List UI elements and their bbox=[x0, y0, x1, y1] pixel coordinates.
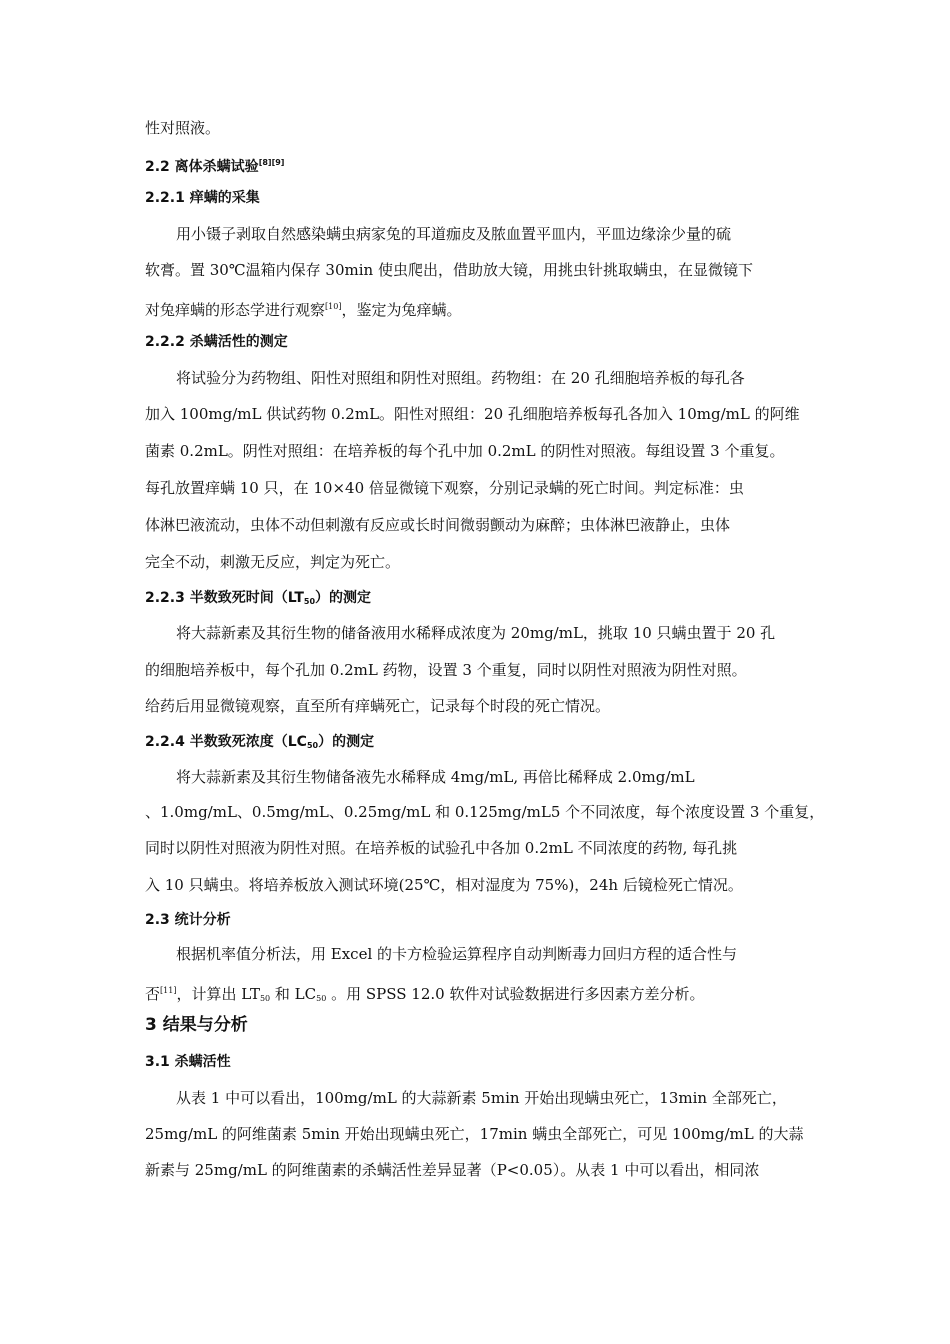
para-line bbox=[145, 260, 753, 280]
subscript: 50 bbox=[259, 994, 271, 1003]
text-run: 和 LC bbox=[270, 985, 317, 1003]
text-run: 将大蒜新素及其衍生物储备液先水稀释成 4mg/mL, 再倍比稀释成 2.0mg/mL bbox=[176, 768, 695, 786]
text-run: 每孔放置痒螨 10 只，在 10×40 倍显微镜下观察，分别记录螨的死亡时间。判定标准：虫 bbox=[145, 479, 744, 497]
para-line bbox=[145, 1124, 803, 1144]
citation-ref: [8][9] bbox=[258, 158, 285, 167]
para-line bbox=[145, 404, 800, 424]
para-line bbox=[145, 297, 461, 320]
para-line bbox=[145, 118, 220, 138]
text-run: 的细胞培养板中，每个孔加 0.2mL 药物，设置 3 个重复，同时以阴性对照液为阴性对照。 bbox=[145, 661, 747, 679]
text-run: 2.2.3 半数致死时间（LT bbox=[145, 590, 304, 606]
subscript: 50 bbox=[316, 994, 327, 1003]
subsection-heading bbox=[145, 732, 374, 756]
text-run: 、1.0mg/mL、0.5mg/mL、0.25mg/mL 和 0.125mg/mL5 个不同浓度，每个浓度设置 3 个重复， bbox=[145, 803, 825, 821]
text-run: 25mg/mL 的阿维菌素 5min 开始出现螨虫死亡，17min 螨虫全部死亡，可见 100mg/mL 的大蒜 bbox=[145, 1125, 804, 1143]
para-line bbox=[145, 981, 704, 1009]
text-run: 加入 100mg/mL 供试药物 0.2mL。阳性对照组：20 孔细胞培养板每孔各加入 10mg/mL 的阿维 bbox=[145, 405, 800, 423]
text-run: ，鉴定为兔痒螨。 bbox=[341, 301, 462, 319]
text-run: 对兔痒螨的形态学进行观察 bbox=[145, 301, 326, 319]
subsection-heading bbox=[145, 188, 260, 208]
para-line bbox=[176, 1088, 787, 1108]
text-run: ）的测定 bbox=[315, 590, 372, 606]
text-run: 菌素 0.2mL。阴性对照组：在培养板的每个孔中加 0.2mL 的阴性对照液。每组设置 3 个重复。 bbox=[145, 442, 785, 460]
text-run: 2.2 离体杀螨试验 bbox=[145, 159, 259, 175]
text-run: 3.1 杀螨活性 bbox=[145, 1054, 231, 1070]
text-run: 将试验分为药物组、阳性对照组和阴性对照组。药物组：在 20 孔细胞培养板的每孔各 bbox=[176, 369, 745, 387]
para-line bbox=[145, 515, 730, 535]
subscript: 50 bbox=[303, 597, 316, 606]
text-run: 2.2.1 痒螨的采集 bbox=[145, 190, 260, 206]
text-run: ）的测定 bbox=[318, 734, 375, 750]
citation-ref: [10] bbox=[325, 302, 342, 311]
para-line bbox=[145, 441, 784, 461]
para-line bbox=[176, 224, 731, 244]
para-line bbox=[145, 552, 400, 572]
para-line bbox=[176, 767, 695, 787]
text-run: ，计算出 LT bbox=[176, 985, 260, 1003]
text-run: 完全不动，刺激无反应，判定为死亡。 bbox=[145, 553, 401, 571]
text-run: 根据机率值分析法，用 Excel 的卡方检验运算程序自动判断毒力回归方程的适合性与 bbox=[176, 945, 738, 963]
para-line bbox=[145, 1160, 759, 1180]
text-run: 性对照液。 bbox=[145, 119, 221, 137]
section-heading bbox=[145, 153, 284, 177]
text-run: 将大蒜新素及其衍生物的储备液用水稀释成浓度为 20mg/mL，挑取 10 只螨虫置于 20 孔 bbox=[176, 624, 776, 642]
text-run: 入 10 只螨虫。将培养板放入测试环境(25℃，相对湿度为 75%)，24h 后镜检死亡情况。 bbox=[145, 876, 743, 894]
section-heading bbox=[145, 1052, 231, 1072]
para-line bbox=[176, 368, 745, 388]
subscript: 50 bbox=[306, 741, 319, 750]
text-run: 新素与 25mg/mL 的阿维菌素的杀螨活性差异显著（P<0.05）。从表 1 中可以看出，相同浓 bbox=[145, 1161, 760, 1179]
para-line bbox=[145, 660, 747, 680]
para-line bbox=[145, 802, 824, 822]
text-run: 否 bbox=[145, 985, 161, 1003]
section-heading bbox=[145, 910, 231, 930]
para-line bbox=[145, 696, 610, 716]
text-run: 从表 1 中可以看出，100mg/mL 的大蒜新素 5min 开始出现螨虫死亡，13min 全部死亡， bbox=[176, 1089, 787, 1107]
para-line bbox=[176, 623, 775, 643]
para-line bbox=[176, 944, 737, 964]
text-run: 2.3 统计分析 bbox=[145, 912, 231, 928]
para-line bbox=[145, 838, 737, 858]
text-run: 给药后用显微镜观察，直至所有痒螨死亡，记录每个时段的死亡情况。 bbox=[145, 697, 611, 715]
text-run: 同时以阴性对照液为阴性对照。在培养板的试验孔中各加 0.2mL 不同浓度的药物, 每孔挑 bbox=[145, 839, 738, 857]
text-run: 。用 SPSS 12.0 软件对试验数据进行多因素方差分析。 bbox=[326, 985, 705, 1003]
para-line bbox=[145, 478, 744, 498]
text-run: 用小镊子剥取自然感染螨虫病家兔的耳道痂皮及脓血置平皿内，平皿边缘涂少量的硫 bbox=[176, 225, 732, 243]
citation-ref: [11] bbox=[160, 986, 177, 995]
text-run: 体淋巴液流动，虫体不动但刺激有反应或长时间微弱颤动为麻醉；虫体淋巴液静止，虫体 bbox=[145, 516, 731, 534]
text-run: 3 结果与分析 bbox=[145, 1015, 248, 1035]
subsection-heading bbox=[145, 332, 288, 352]
text-run: 2.2.4 半数致死浓度（LC bbox=[145, 734, 307, 750]
text-run: 2.2.2 杀螨活性的测定 bbox=[145, 334, 288, 350]
text-run: 软膏。置 30℃温箱内保存 30min 使虫爬出，借助放大镜，用挑虫针挑取螨虫，在显微镜下 bbox=[145, 261, 753, 279]
para-line bbox=[145, 875, 743, 895]
chapter-heading bbox=[145, 1015, 248, 1035]
subsection-heading bbox=[145, 588, 371, 612]
